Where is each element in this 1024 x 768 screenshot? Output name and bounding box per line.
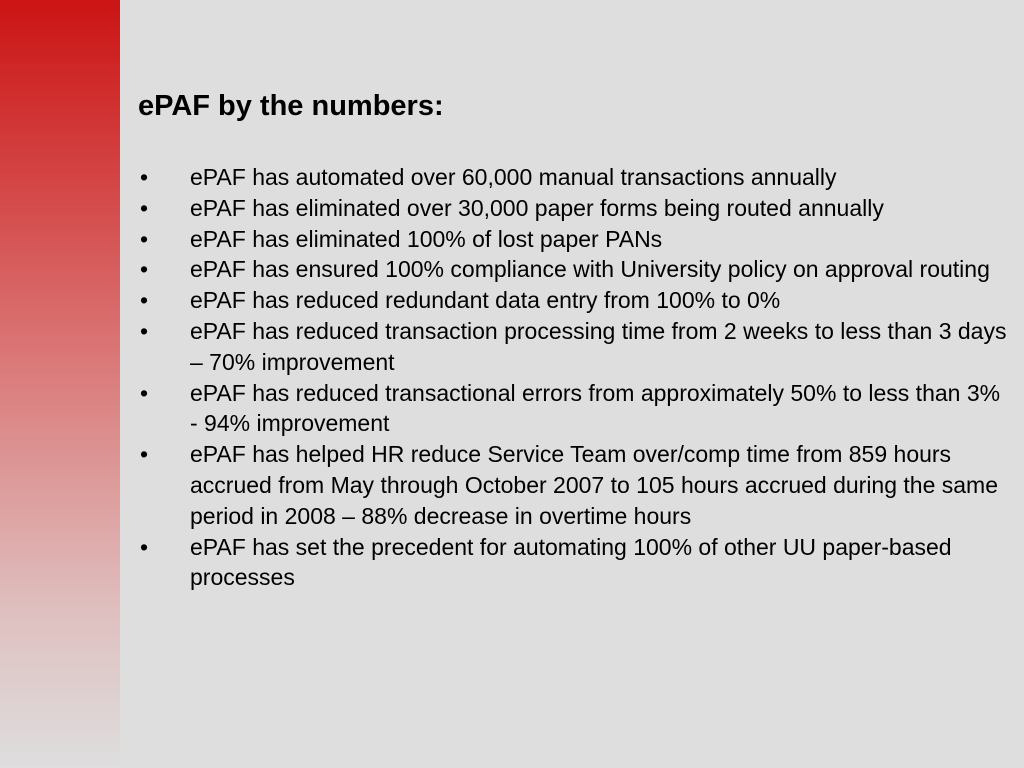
bullet-text: ePAF has reduced transaction processing time from 2 weeks to less than 3 days – 70% improvement [190,317,1007,375]
bullet-text: ePAF has ensured 100% compliance with University policy on approval routing [190,256,990,283]
bullet-item [138,224,1008,255]
bullet-item [138,439,1008,531]
bullet-item [138,162,1008,193]
bullet-text: ePAF has set the precedent for automating 100% of other UU paper-based processes [190,533,952,591]
slide-content [138,84,1008,593]
bullet-list [138,162,1008,593]
bullet-icon: • [140,256,149,283]
bullet-item [138,193,1008,224]
bullet-icon: • [140,379,149,406]
red-gradient-sidebar [0,0,120,768]
bullet-item [138,532,1008,594]
bullet-text: ePAF has reduced redundant data entry from 100% to 0% [190,287,781,314]
bullet-icon: • [140,164,149,190]
bullet-icon: • [140,225,149,252]
bullet-text: ePAF has reduced transactional errors from approximately 50% to less than 3% - 94% improvement [190,379,1001,437]
bullet-icon: • [140,317,149,344]
bullet-icon: • [140,441,149,468]
bullet-icon: • [140,194,149,221]
bullet-text: ePAF has helped HR reduce Service Team over/comp time from 859 hours accrued from May through October 2007 to 105 hours accrued during the same period in 2008 – 88% decrease in overtime hours [190,441,999,529]
bullet-text: ePAF has eliminated over 30,000 paper forms being routed annually [190,194,884,221]
bullet-item [138,285,1008,316]
bullet-item [138,378,1008,440]
bullet-icon: • [140,287,149,314]
bullet-text: ePAF has automated over 60,000 manual transactions annually [190,164,837,190]
slide-title: ePAF by the numbers: [138,90,444,122]
bullet-text: ePAF has eliminated 100% of lost paper PANs [190,225,663,252]
bullet-item [138,254,1008,285]
bullet-item [138,316,1008,378]
bullet-icon: • [140,533,149,560]
